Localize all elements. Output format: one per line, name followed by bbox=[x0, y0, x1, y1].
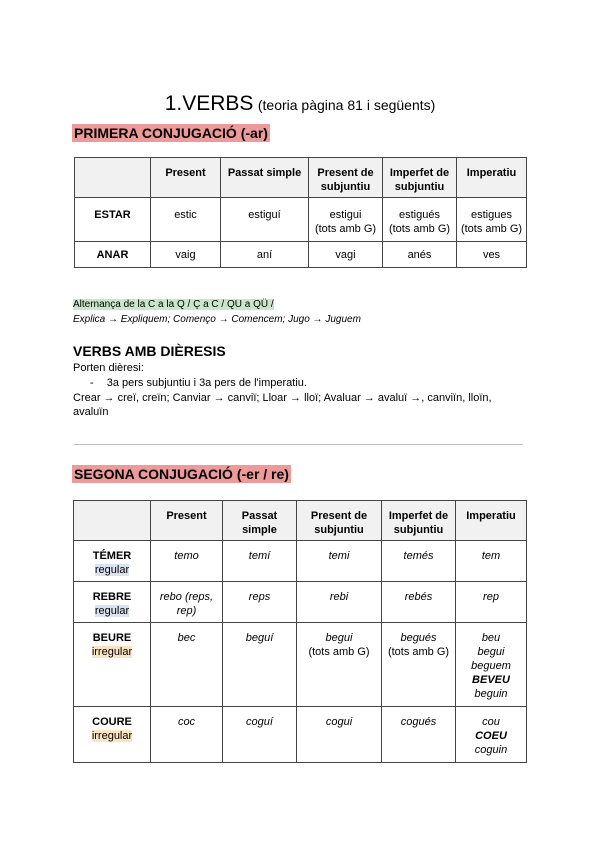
conj1-heading: PRIMERA CONJUGACIÓ (-ar) bbox=[74, 125, 268, 141]
table-cell: rebés bbox=[382, 582, 456, 623]
table-cell: estigues (tots amb G) bbox=[457, 198, 527, 242]
verb-type-badge: irregular bbox=[91, 730, 133, 742]
table-cell: cogués bbox=[382, 707, 456, 763]
table-row bbox=[74, 541, 527, 582]
header-corner bbox=[75, 158, 151, 198]
table-cell: anés bbox=[383, 242, 457, 268]
dieresis-examples-1: Crear → creï, creïn; Canviar → canviï; Lloar → lloï; Avaluar → avaluï →, canviïn, lloïn, bbox=[73, 392, 492, 404]
table-row bbox=[75, 242, 527, 268]
header-cell: Imperfet de subjuntiu bbox=[382, 501, 456, 541]
verb-cell: REBRE regular bbox=[74, 582, 151, 623]
header-cell: Present de subjuntiu bbox=[309, 158, 383, 198]
table-cell: vagi bbox=[309, 242, 383, 268]
table-row bbox=[74, 623, 527, 707]
table-cell: begui (tots amb G) bbox=[297, 623, 382, 707]
header-cell: Imperfet de subjuntiu bbox=[383, 158, 457, 198]
verb-cell: ESTAR bbox=[75, 198, 151, 242]
table-cell: temí bbox=[223, 541, 297, 582]
header-cell: Imperatiu bbox=[457, 158, 527, 198]
verb-cell: ANAR bbox=[75, 242, 151, 268]
section-divider bbox=[74, 444, 523, 445]
table-cell: estigui (tots amb G) bbox=[309, 198, 383, 242]
table-header-row bbox=[75, 158, 527, 198]
verb-type-badge: regular bbox=[94, 564, 130, 576]
table-cell: estigués (tots amb G) bbox=[383, 198, 457, 242]
verb-type-badge: irregular bbox=[91, 646, 133, 658]
table-cell: temés bbox=[382, 541, 456, 582]
table-cell: rebi bbox=[297, 582, 382, 623]
conj1-table bbox=[74, 157, 527, 268]
table-cell: estiguí bbox=[221, 198, 309, 242]
header-cell: Passat simple bbox=[223, 501, 297, 541]
table-row bbox=[74, 707, 527, 763]
table-cell: begués (tots amb G) bbox=[382, 623, 456, 707]
table-cell: rep bbox=[456, 582, 527, 623]
table-cell: bec bbox=[151, 623, 223, 707]
conj2-heading: SEGONA CONJUGACIÓ (-er / re) bbox=[74, 466, 289, 482]
header-cell: Passat simple bbox=[221, 158, 309, 198]
table-cell: cou COEU coguin bbox=[456, 707, 527, 763]
alternanca-line1: Alternança de la C a la Q / Ç a C / QU a QÜ / bbox=[73, 299, 274, 310]
alternanca-line2: Explica → Expliquem; Començo → Comencem; Jugo → Juguem bbox=[73, 314, 361, 325]
dieresis-bullet: - 3a pers subjuntiu i 3a pers de l'imperatiu. bbox=[90, 377, 307, 389]
table-row bbox=[75, 198, 527, 242]
verb-cell: COURE irregular bbox=[74, 707, 151, 763]
table-cell: coguí bbox=[223, 707, 297, 763]
dieresis-intro: Porten dièresi: bbox=[73, 362, 144, 374]
table-cell: cogui bbox=[297, 707, 382, 763]
table-cell: coc bbox=[151, 707, 223, 763]
table-row bbox=[74, 582, 527, 623]
header-cell: Present de subjuntiu bbox=[297, 501, 382, 541]
header-cell: Imperatiu bbox=[456, 501, 527, 541]
conj2-table bbox=[73, 500, 527, 763]
table-cell: beu begui beguem BEVEU beguin bbox=[456, 623, 527, 707]
title-main: 1.VERBS bbox=[164, 92, 254, 115]
table-cell: beguí bbox=[223, 623, 297, 707]
header-corner bbox=[74, 501, 151, 541]
header-cell: Present bbox=[151, 158, 221, 198]
table-cell: tem bbox=[456, 541, 527, 582]
dieresis-examples-2: avaluïn bbox=[73, 406, 109, 418]
table-header-row bbox=[74, 501, 527, 541]
bullet-dash: - bbox=[90, 377, 94, 389]
dieresis-heading: VERBS AMB DIÈRESIS bbox=[73, 343, 226, 359]
page-title bbox=[0, 92, 600, 116]
title-sub: (teoria pàgina 81 i següents) bbox=[257, 97, 436, 113]
table-cell: ves bbox=[457, 242, 527, 268]
header-cell: Present bbox=[151, 501, 223, 541]
table-cell: rebo (reps, rep) bbox=[151, 582, 223, 623]
table-cell: estic bbox=[151, 198, 221, 242]
table-cell: temi bbox=[297, 541, 382, 582]
table-cell: aní bbox=[221, 242, 309, 268]
table-cell: vaig bbox=[151, 242, 221, 268]
verb-cell: TÉMER regular bbox=[74, 541, 151, 582]
verb-type-badge: regular bbox=[94, 605, 130, 617]
verb-cell: BEURE irregular bbox=[74, 623, 151, 707]
table-cell: reps bbox=[223, 582, 297, 623]
table-cell: temo bbox=[151, 541, 223, 582]
